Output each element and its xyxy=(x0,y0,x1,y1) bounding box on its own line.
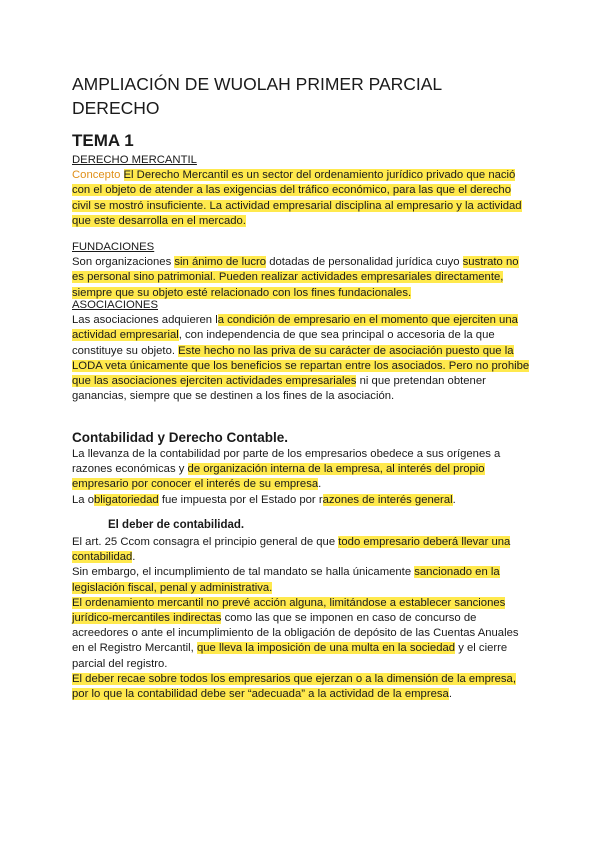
concepto-text: El Derecho Mercantil es un sector del ordenamiento jurídico privado que nació con el objeto de atender a las exigencias del tráfico económico, para las que el derecho civil se mostró insuficiente. La actividad empresarial disciplina al empresario y la actividad que este desarrolla en el mercado. xyxy=(72,169,522,227)
tema-heading: TEMA 1 xyxy=(72,131,134,150)
text-run: Son organizaciones xyxy=(72,256,175,269)
highlight-run: que lleva la imposición de una multa en la sociedad xyxy=(196,642,456,655)
deber-section xyxy=(72,535,532,702)
highlight-run: todo empresario deberá llevar una contabilidad xyxy=(72,536,511,564)
derecho-mercantil-heading: DERECHO MERCANTIL xyxy=(72,154,197,166)
fundaciones-heading: FUNDACIONES xyxy=(72,241,155,253)
deber-paragraph-3 xyxy=(72,596,532,672)
derecho-mercantil-section xyxy=(72,153,532,229)
highlight-run: El ordenamiento mercantil no prevé acción alguna, limitándose a establecer sanciones jurídico-mercantiles indirectas xyxy=(72,596,506,625)
text-run: La o xyxy=(72,493,94,506)
text-run: . xyxy=(318,478,322,491)
asociaciones-section xyxy=(72,298,532,404)
text-run: La llevanza de la contabilidad por parte de los empresarios obedece a sus orígenes a razones económicas y xyxy=(72,448,501,476)
concepto-paragraph xyxy=(72,168,532,229)
text-run: . xyxy=(452,493,456,506)
contabilidad-heading: Contabilidad y Derecho Contable. xyxy=(72,430,289,445)
highlight-run: sancionado en la legislación fiscal, penal y administrativa. xyxy=(72,566,500,594)
highlight-run: El deber recae sobre todos los empresarios que ejerzan o a la dimensión de la empresa, por lo que la contabilidad debe ser “adecuada” a la actividad de la empresa xyxy=(72,672,516,701)
contabilidad-paragraph-2 xyxy=(72,493,532,508)
text-run: . xyxy=(132,551,136,564)
highlight-run: sin ánimo de lucro xyxy=(174,256,267,269)
deber-paragraph-4 xyxy=(72,672,532,702)
text-run: Las asociaciones adquieren l xyxy=(72,314,218,327)
deber-heading: El deber de contabilidad. xyxy=(108,519,245,531)
highlight-run: Este hecho no las priva de su carácter de asociación puesto que la LODA veta únicamente que los beneficios se repartan entre los asociados. Pero no prohibe que las asociaciones ejerciten actividades empresariales xyxy=(72,344,530,388)
text-run: . xyxy=(448,688,452,701)
deber-paragraph-2 xyxy=(72,565,532,595)
contabilidad-section xyxy=(72,447,532,508)
highlight-run: a condición de empresario en el momento que ejerciten una actividad empresarial xyxy=(72,314,518,342)
text-run: como las que se imponen en caso de concurso de acreedores o ante el incumplimiento de la obligación de depósito de las Cuentas Anuales en el Registro Mercantil, xyxy=(72,612,519,655)
fundaciones-section xyxy=(72,240,532,301)
text-run: El art. 25 Ccom consagra el principio general de que xyxy=(72,536,339,548)
contabilidad-paragraph-1 xyxy=(72,447,532,493)
text-run: dotadas de personalidad jurídica cuyo xyxy=(266,256,463,269)
fundaciones-paragraph xyxy=(72,255,532,301)
highlight-run: sustrato no es personal sino patrimonial. Pueden realizar actividades empresariales directamente, siempre que su objeto esté relacionado con los fines fundacionales. xyxy=(72,256,519,299)
concepto-label: Concepto xyxy=(72,169,121,182)
text-run: ni que pretendan obtener ganancias, siempre que se destinen a los fines de la asociación. xyxy=(72,375,486,403)
highlight-run: bligatoriedad xyxy=(94,493,159,506)
text-run: y el cierre parcial del registro. xyxy=(72,642,508,670)
asociaciones-paragraph xyxy=(72,313,532,404)
text-run: Sin embargo, el incumplimiento de tal mandato se halla únicamente xyxy=(72,566,415,579)
highlight-run: de organización interna de la empresa, al interés del propio empresario por conocer el interés de su empresa xyxy=(72,463,485,491)
text-run: fue impuesta por el Estado por r xyxy=(158,493,323,506)
asociaciones-heading: ASOCIACIONES xyxy=(72,299,159,311)
deber-paragraph-1 xyxy=(72,535,532,565)
document-title: AMPLIACIÓN DE WUOLAH PRIMER PARCIAL DERECHO xyxy=(72,74,442,118)
text-run: , con independencia de que sea principal o accesoria de la que constituye su objeto. xyxy=(72,329,495,357)
highlight-run: azones de interés general xyxy=(322,493,453,506)
